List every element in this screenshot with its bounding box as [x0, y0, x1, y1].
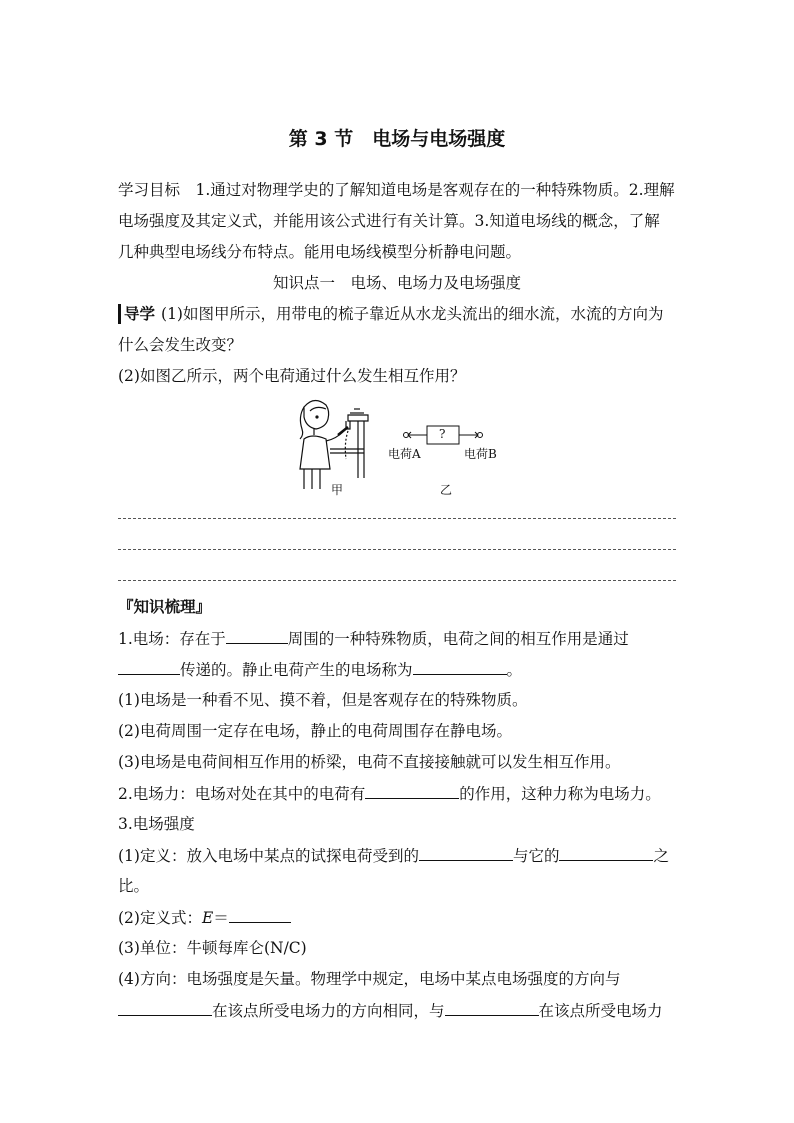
blank-3	[413, 659, 507, 675]
guide-q1-line1: (1)如图甲所示，用带电的梳子靠近从水龙头流出的细水流，水流的方向为	[161, 305, 664, 323]
item-3-formula: (2)定义式：E＝	[118, 907, 678, 928]
objectives-line-2: 电场强度及其定义式，并能用该公式进行有关计算。3.知道电场线的概念，了解	[118, 212, 660, 230]
guide-q1-line2: 什么会发生改变？	[118, 336, 243, 354]
blank-2	[118, 659, 180, 675]
blank-4	[365, 783, 459, 799]
blank-1	[226, 628, 288, 644]
question-mark-label: ?	[439, 427, 446, 441]
blank-5	[419, 845, 513, 861]
section-heading: 『知识梳理』	[118, 598, 212, 616]
answer-line-3	[118, 580, 676, 581]
item-3-direction-line-1: (4)方向：电场强度是矢量。物理学中规定，电场中某点电场强度的方向与	[118, 970, 621, 988]
caption-jia: 甲	[331, 483, 344, 497]
answer-line-2	[118, 549, 676, 550]
guide-question-2: (2)如图乙所示，两个电荷通过什么发生相互作用？	[118, 367, 466, 385]
guide-badge: 导学	[118, 304, 155, 324]
blank-6	[559, 845, 653, 861]
item-1-point-1: (1)电场是一种看不见、摸不着，但是客观存在的特殊物质。	[118, 691, 528, 709]
item-1-line-2: 传递的。静止电荷产生的电场称为 。	[118, 659, 678, 680]
charge-a-label: 电荷A	[388, 447, 421, 461]
item-3-unit: (3)单位：牛顿每库仑(N/C)	[118, 939, 307, 957]
blank-8	[118, 1000, 212, 1016]
caption-yi: 乙	[440, 483, 453, 497]
knowledge-point-heading: 知识点一 电场、电场力及电场强度	[272, 274, 521, 292]
page-title: 第 3 节 电场与电场强度	[288, 128, 506, 150]
objectives-line-1: 学习目标 1.通过对物理学史的了解知道电场是客观存在的一种特殊物质。2.理解	[118, 181, 675, 199]
blank-9	[445, 1000, 539, 1016]
objectives-line-3: 几种典型电场线分布特点。能用电场线模型分析静电问题。	[118, 243, 522, 261]
item-1-point-2: (2)电荷周围一定存在电场，静止的电荷周围存在静电场。	[118, 722, 512, 740]
item-1-line-1: 1.电场：存在于 周围的一种特殊物质，电荷之间的相互作用是通过	[118, 630, 629, 648]
guide-question-1	[118, 304, 678, 324]
item-1-point-3: (3)电场是电荷间相互作用的桥梁，电荷不直接接触就可以发生相互作用。	[118, 753, 621, 771]
item-3-definition-cont: 比。	[118, 877, 150, 895]
blank-7	[229, 907, 291, 923]
answer-line-1	[118, 518, 676, 519]
item-3-direction-line-2: 在该点所受电场力的方向相同，与 在该点所受电场力	[118, 1000, 678, 1021]
charge-b-label: 电荷B	[464, 447, 497, 461]
item-3-definition: (1)定义：放入电场中某点的试探电荷受到的 与它的 之	[118, 847, 669, 865]
item-2: 2.电场力：电场对处在其中的电荷有 的作用，这种力称为电场力。	[118, 785, 661, 803]
faucet-illustration	[330, 409, 368, 478]
girl-illustration	[300, 400, 348, 489]
item-3: 3.电场强度	[118, 815, 195, 833]
figure	[290, 393, 510, 498]
